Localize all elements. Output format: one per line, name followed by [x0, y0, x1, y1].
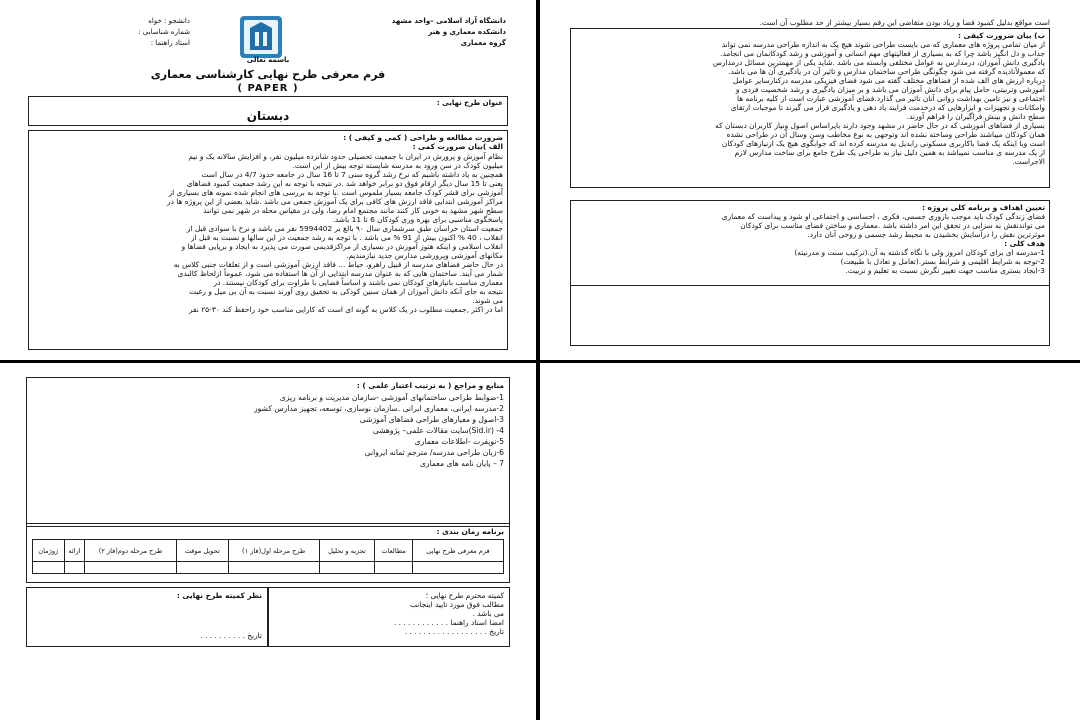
- header-university-info: [336, 16, 506, 49]
- student-line: دانشجو : خواه: [148, 17, 190, 25]
- ref-7: 7 – پایان نامه های معماری: [419, 459, 504, 468]
- goals-line-1: می تواندنقش به سزایی در تحقق این امر داشته باشد .معماری و ساختن فضای مناسب برای کودکان: [740, 221, 1045, 230]
- goal-item-1: 1-مدرسه ای برای کودکان امروز ولی با نگاه گذشته به آن.(ترکیب سنت و مدرنیته): [794, 248, 1045, 257]
- goals-line-0: فضای زندگی کودک باید موجب باروری جسمی، فکری ، احساسی و اجتماعی او شود و پیداست که معماری: [721, 212, 1045, 221]
- schedule-col-2: مطالعات: [375, 540, 412, 562]
- p1-line-5: مراکز آموزشی ابتدایی فاقد ارزش های کافی برای یک آموزش جمعی می باشد .شاید بعضی از این پروژه ها در: [167, 197, 503, 206]
- schedule-cell: [33, 562, 65, 574]
- schedule-box: [26, 523, 510, 583]
- goals-blank-area: [570, 286, 1050, 346]
- id-line: شماره شناسایی :: [138, 28, 190, 36]
- p1-line-14: معماری مناسب بانیازهای کودکان نمی باشند و اساساً فضایی با طراوت برای کودکان نیستند. در: [213, 278, 503, 287]
- schedule-col-3: تجزیه و تحلیل: [319, 540, 375, 562]
- page-4-blank: [540, 363, 1080, 720]
- schedule-label: برنامه زمان بندی :: [436, 527, 504, 536]
- p1-line-1: میلیون کودک در سن ورود به مدرسه شایسته توجه بیش از این است.: [292, 161, 503, 170]
- necessity-label: ضرورت مطالعه و طراحی ( کمی و کیفی ) :: [343, 133, 503, 142]
- p1-line-16: می شوند.: [472, 296, 503, 305]
- p2-line-8: سطح دانش و بینش فراگیران را فراهم آورند.: [906, 112, 1045, 121]
- p2-line-3: که معمولاًنادیده گرفته می شود چگونگی طراحی ساختمان مدارس و تاثیر آن در یادگیری آن ها می باشد.: [728, 67, 1045, 76]
- schedule-cell: [176, 562, 228, 574]
- advisor-label: کمیته محترم طرح نهایی ؛: [425, 591, 504, 600]
- p2-line-1: جذاب و دل انگیز باشد چرا که به بسیاری از فعالیتهای مهم انسانی و آموزشی و رشد کودکانمان می انجامد.: [720, 49, 1045, 58]
- schedule-col-1: فرم معرفی طرح نهایی: [412, 540, 503, 562]
- p1-line-4: آموزشی برای قشر کودک جامعه بسیار ملموس است .با توجه به بررسی های انجام شده نمونه های بسیاری از: [168, 188, 503, 197]
- form-subtitle: ( PAPER ): [237, 83, 299, 94]
- committee-date: تاریخ . . . . . . . . . .: [200, 631, 262, 640]
- p1-line-0: نظام آموزش و پرورش در ایران با جمعیت تحصیلی حدود شانزده میلیون نفر، و افزایش سالانه یک و نیم: [188, 152, 503, 161]
- page-1: [0, 0, 536, 360]
- p1-line-9: انقلاب ، 40 % اکنون بیش از 91 % می باشد . با توجه به رشد جمعیت در این سالها و نسبت به قبل از: [190, 233, 503, 242]
- p2-line-5: آموزشی وتربیتی، حامل پیام برای دانش آموزان می باشد و بر میزان یادگیری و رشد شخصیت فردی و: [735, 85, 1045, 94]
- p2-line-4: درباره ارزش های الف شده از فضاهای مختلف گفته می شود فضای فیزیکی مدرسه درکنارسایر عوامل: [732, 76, 1045, 85]
- p2-line-11: است وبا اینکه یک فضا باکاربری مسکونی رابدیل به مدرسه کرده اند که جوابگوی هیچ یک ازنیازهای کودکان: [721, 139, 1045, 148]
- university-logo: [238, 14, 284, 60]
- department-name: گروه معماری: [460, 39, 506, 47]
- advisor-line-1: مطالب فوق مورد تایید اینجانب: [409, 600, 504, 609]
- references-box: [26, 377, 510, 527]
- advisor-line: استاد راهنما :: [150, 39, 190, 47]
- necessity-box: [28, 130, 508, 350]
- goal-item-2: 2-توجه به شرایط اقلیمی و شرایط بستر.(تعامل و تعادل با طبیعت): [840, 257, 1045, 266]
- advisor-line-2: می باشد .: [472, 609, 504, 618]
- p2-line-12: از یک مدرسه ی مناسب نمیباشد به همین دلیل نیاز به طراحی یک طرح جامع برای ساخت مدارس لازم: [734, 148, 1045, 157]
- schedule-cell: [319, 562, 375, 574]
- form-title: فرم معرفی طرح نهایی کارشناسی معماری: [150, 68, 386, 81]
- committee-box: [26, 587, 268, 647]
- references-label: منابع و مراجع ( به ترتیب اعتبار علمی ) :: [356, 381, 504, 390]
- qualitative-box: [570, 28, 1050, 188]
- goal-item-3: 3-ایجاد بستری مناسب جهت تغییر نگرش نسبت به تعلیم و تربیت.: [845, 266, 1045, 275]
- schedule-cell: [85, 562, 176, 574]
- schedule-cell: [412, 562, 503, 574]
- p1-line-10: انقلاب اسلامی و اینکه هنوز آموزش در بسیاری از مراکزقدیمی صورت می پذیرد به ایجاد و برپایی فضاها و: [181, 242, 503, 251]
- p2-line-10: همان کودکان میباشند طراحی وساخته نشده اند وتوجهی به نوع مخاطب وسن وسال آن در طراحی نشده: [726, 130, 1045, 139]
- p2-intro: است مواقع بدلیل کمبود فضا و زیاد بودن متقاضی این رقم بسیار بیشتر از حد مطلوب آن است.: [759, 18, 1050, 27]
- advisor-date: تاریخ . . . . . . . . . . . . . . . . . .: [404, 627, 504, 636]
- page-3: [0, 363, 536, 720]
- faculty-name: دانشکده معماری و هنر: [428, 28, 506, 36]
- schedule-col-5: تحویل موقت: [176, 540, 228, 562]
- header-student-info: [70, 16, 190, 49]
- goal-sub-label: هدف کلی :: [1004, 239, 1045, 248]
- project-title-value: دبستان: [246, 109, 290, 123]
- goals-box: [570, 200, 1050, 286]
- p1-line-3: یعنی تا 15 سال دیگر ارقام فوق دو برابر خواهد شد .در نتیجه با توجه به این رشد جمعیت کمبود فضاهای: [186, 179, 503, 188]
- quantitative-label: الف )بیان ضرورت کمی :: [412, 142, 503, 151]
- goals-line-2: موثرترین نقش را درآسایش بخشیدن به محیط رشد جسمی و روحی آنان دارد.: [807, 230, 1045, 239]
- project-title-label: عنوان طرح نهایی :: [436, 99, 503, 107]
- schedule-cell: [228, 562, 319, 574]
- schedule-col-4: طرح مرحله اول(فاز ۱): [228, 540, 319, 562]
- p1-line-13: شمار می آیند. ساختمان هایی که به عنوان مدرسه ابتدایی از آن ها استفاده می شود، عموماً ازلحاظ کالبدی: [177, 269, 503, 278]
- p2-line-0: از میان تمامی پروژه های معماری که می بایست طراحی شوند هیچ یک به اندازه طراحی مدرسه نمی تواند: [721, 40, 1045, 49]
- ref-3: 3-اصول و معیارهای طراحی فضاهای آموزشی: [359, 415, 504, 424]
- p2-line-6: اجتماعی و نیز تامین بهداشت روانی آنان تاثیر می گذارد.فضای آموزشی عبارت است از کلیه برنامه ها: [736, 94, 1045, 103]
- ref-2: 2-مدرسه ایرانی، معماری ایرانی .سازمان نوسازی، توسعه، تجهیز مدارس کشور: [253, 404, 504, 413]
- schedule-header-row: [33, 540, 504, 562]
- ref-5: 5-نوپفرت -اطلاعات معماری: [414, 437, 504, 446]
- advisor-approval-box: [268, 587, 510, 647]
- advisor-signature: امضا استاد راهنما . . . . . . . . . . . .: [393, 618, 504, 627]
- schedule-empty-row: [33, 562, 504, 574]
- schedule-cell: [64, 562, 85, 574]
- committee-label: نظر کمیته طرح نهایی :: [176, 591, 262, 600]
- p1-line-11: مکانهای آموزشی وپرورشی مدارس جدید نیازمندیم.: [346, 251, 503, 260]
- ref-4: 4- (Sid.ir)سایت مقالات علمی– پژوهشی: [372, 426, 504, 435]
- ref-6: 6-زبان طراحی مدرسه/ مترجم ثمانه ایروانی: [364, 448, 504, 457]
- schedule-col-8: ژوژمان: [33, 540, 65, 562]
- p2-line-13: الاجراست.: [1012, 157, 1045, 166]
- ref-1: 1-ضوابط طراحی ساختمانهای آموزشی -سازمان مدیریت و برنامه ریزی: [279, 393, 504, 402]
- p1-line-6: سطح شهر مشهد به خوبی کار کنند مانند مجتمع امام رضا، ولی در مقیاس محله در شهر نمی توانند: [203, 206, 503, 215]
- page-2: [540, 0, 1080, 360]
- schedule-col-6: طرح مرحله دوم(فاز ۲): [85, 540, 176, 562]
- p2-line-2: یادگیری دانش آموزان، درمدارس به عوامل مختلفی وابسته می باشد .شاید یکی از مهمترین مسائل درمدارس: [712, 58, 1045, 67]
- p1-line-15: نتیجه به جای آنکه دانش آموزان از همان سنین کودکی به تحقیق روی آورند نسبت به آن بی میل و رغبت: [189, 287, 503, 296]
- schedule-col-7: ارائه: [64, 540, 85, 562]
- qualitative-label: ب) بیان ضرورت کیفی :: [957, 31, 1045, 40]
- project-title-box: [28, 96, 508, 126]
- p2-line-7: وامکانات و تجهیزات و ابزارهایی که درخدمت فرایند یاد دهی و یادگیری قرار می گیرند تا موجبات ارتقای: [730, 103, 1045, 112]
- goals-label: تعیین اهداف و برنامه کلی پروژه :: [921, 203, 1045, 212]
- p1-line-8: جمعیت استان خراسان طبق سرشماری سال ۹۰ بالغ بر 5994402 نفر می باشد و نرخ با سوادی قبل از: [186, 224, 503, 233]
- basmala: باسمه تعالی: [246, 56, 290, 64]
- p1-line-17: اما در اکثر ,جمعیت مطلوب در یک کلاس به گونه ای است که کارایی مناسب خود راحفظ کند ۳۰-۲۵ نفر: [188, 305, 503, 314]
- p2-line-9: بسیاری از فضاهای آموزشی که در حال حاضر در مشهد وجود دارند باپراساس اصول ونیاز کاربران دبستان که: [715, 121, 1045, 130]
- university-name: دانشگاه آزاد اسلامی –واحد مشهد: [391, 17, 506, 25]
- p1-line-12: در حال حاضر فضاهای مدرسه از قبیل راهرو، حیاط ... فاقد ارزش آموزشی است و از تعلقات جنبی کلاس به: [173, 260, 503, 269]
- schedule-table: [32, 539, 504, 574]
- p1-line-2: همچنین به یاد داشته باشیم که نرخ رشد گروه سنی 7 تا 16 سال در جامعه حدود 4/7 در سال است: [201, 170, 503, 179]
- p1-line-7: پاسخگوی مناسبی برای بهره وری کودکان 6 تا 11 باشد.: [332, 215, 503, 224]
- schedule-cell: [375, 562, 412, 574]
